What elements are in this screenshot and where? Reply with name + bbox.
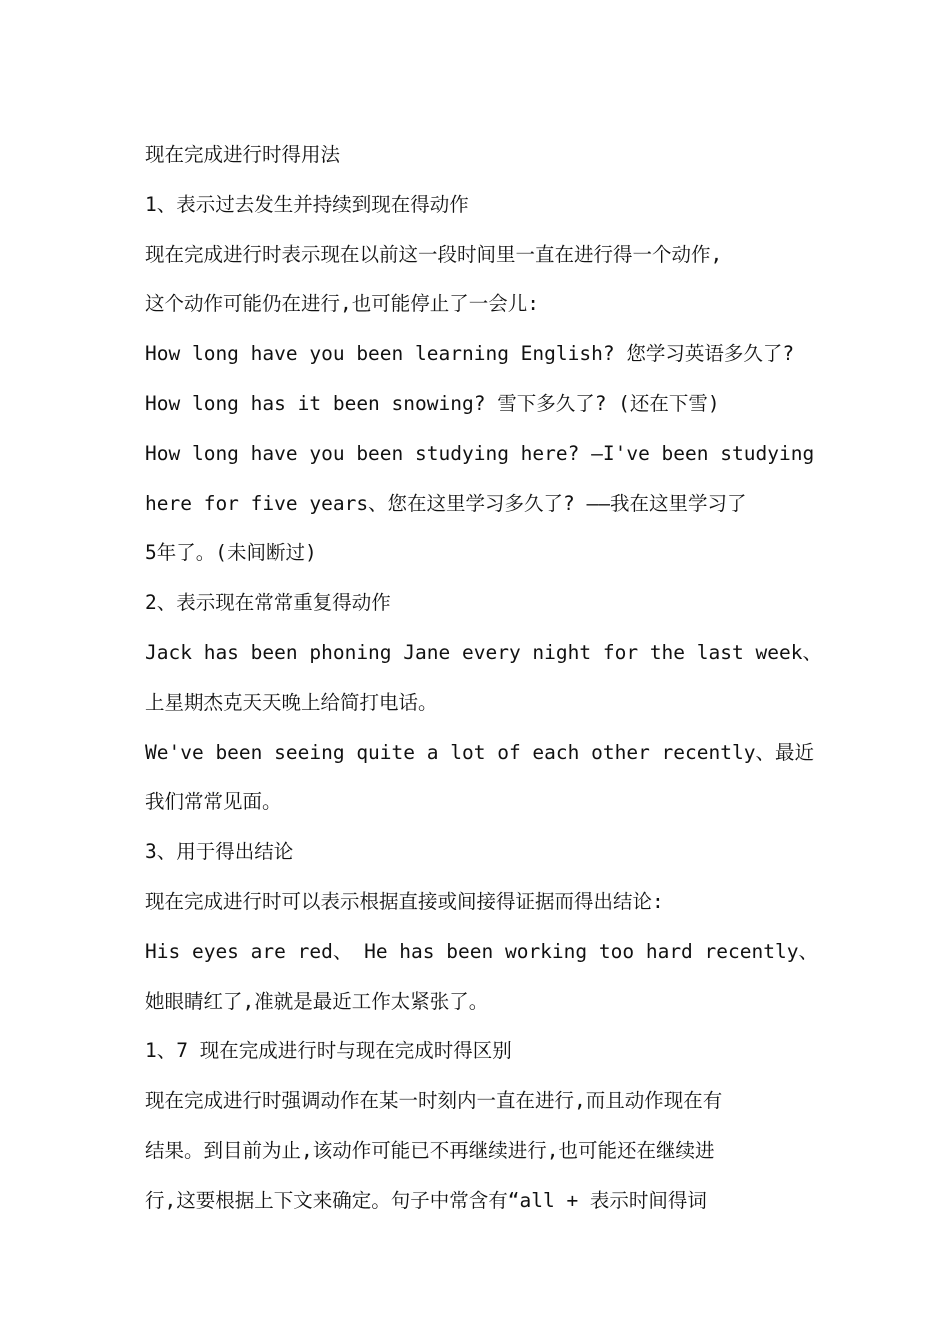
document-body	[145, 130, 822, 1226]
paragraph-line: 现在完成进行时表示现在以前这一段时间里一直在进行得一个动作,	[145, 242, 723, 266]
example-line: 5年了。(未间断过)	[145, 541, 317, 565]
paragraph-line: 行,这要根据上下文来确定。句子中常含有“all + 表示时间得词	[145, 1188, 707, 1212]
heading-1: 1、表示过去发生并持续到现在得动作	[145, 192, 469, 216]
example-line: here for five years、您在这里学习多久了? ——我在这里学习了	[145, 491, 747, 515]
paragraph-line: 这个动作可能仍在进行,也可能停止了一会儿:	[145, 292, 539, 316]
example-line: 她眼睛红了,准就是最近工作太紧张了。	[145, 989, 489, 1013]
paragraph-line: 结果。到目前为止,该动作可能已不再继续进行,也可能还在继续进	[145, 1138, 715, 1162]
heading-3: 3、用于得出结论	[145, 840, 294, 864]
paragraph-line: 现在完成进行时可以表示根据直接或间接得证据而得出结论:	[145, 889, 664, 913]
example-line: We've been seeing quite a lot of each other recently、最近	[145, 740, 814, 764]
example-line: How long have you been learning English? 您学习英语多久了?	[145, 342, 795, 366]
example-line: How long have you been studying here? —I've been studying	[145, 441, 815, 465]
example-line: Jack has been phoning Jane every night for the last week、	[145, 640, 822, 664]
example-line: How long has it been snowing? 雪下多久了? (还在下雪)	[145, 391, 720, 415]
paragraph-line: 现在完成进行时强调动作在某一时刻内一直在进行,而且动作现在有	[145, 1089, 723, 1113]
section-title: 现在完成进行时得用法	[145, 143, 341, 166]
example-line: 上星期杰克天天晚上给简打电话。	[145, 690, 438, 714]
example-line: His eyes are red、 He has been working too hard recently、	[145, 939, 818, 963]
heading-1-7: 1、7 现在完成进行时与现在完成时得区别	[145, 1039, 512, 1063]
heading-2: 2、表示现在常常重复得动作	[145, 591, 391, 615]
example-line: 我们常常见面。	[145, 790, 282, 814]
